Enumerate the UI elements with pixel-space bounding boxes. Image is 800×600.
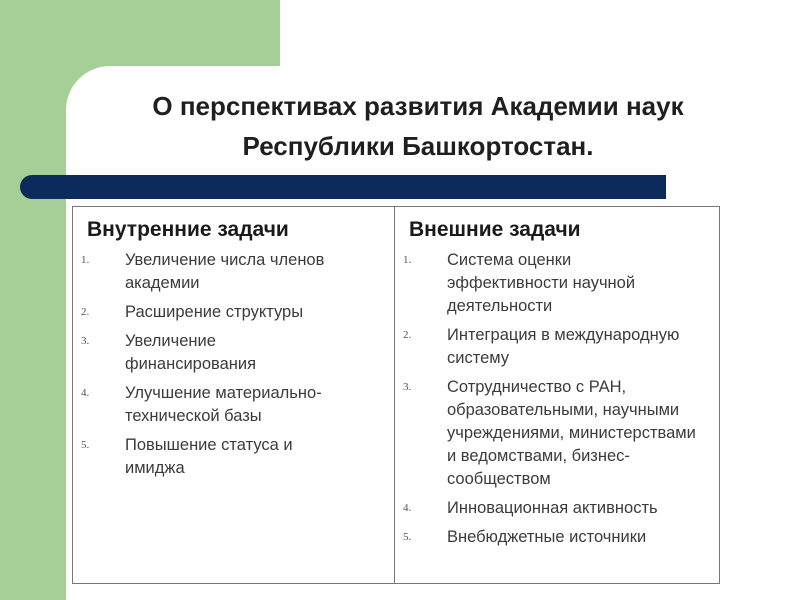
- tasks-table: [72, 206, 720, 584]
- navy-divider-bar: [20, 175, 666, 199]
- item-text: Сотрудничество с РАН, образовательными, научными учреждениями, министерствами и ведомствами, бизнес-сообществом: [447, 378, 696, 488]
- internal-tasks-heading: Внутренние задачи: [87, 218, 289, 241]
- list-item: [79, 301, 386, 324]
- item-number: 3.: [81, 335, 90, 347]
- external-tasks-column: [395, 207, 719, 583]
- item-text: Улучшение материально-технической базы: [125, 384, 322, 425]
- item-number: 5.: [403, 531, 412, 543]
- internal-tasks-list: [79, 249, 386, 480]
- list-item: [401, 526, 711, 549]
- item-text: Интеграция в международную систему: [447, 326, 680, 367]
- item-text: Увеличение финансирования: [125, 332, 257, 373]
- external-tasks-heading: Внешние задачи: [409, 218, 581, 241]
- item-number: 5.: [81, 439, 90, 451]
- item-number: 1.: [403, 254, 412, 266]
- item-number: 2.: [403, 329, 412, 341]
- item-text: Внебюджетные источники: [447, 528, 647, 546]
- item-text: Система оценки эффективности научной деятельности: [447, 251, 636, 315]
- list-item: [79, 382, 386, 428]
- item-number: 4.: [81, 387, 90, 399]
- list-item: [79, 330, 386, 376]
- item-text: Инновационная активность: [447, 499, 658, 517]
- list-item: [79, 249, 386, 295]
- item-number: 1.: [81, 254, 90, 266]
- list-item: [401, 497, 711, 520]
- list-item: [401, 324, 711, 370]
- list-item: [79, 434, 386, 480]
- title-line-1: О перспективах развития Академии наук: [152, 91, 684, 121]
- external-tasks-list: [401, 249, 711, 549]
- title-line-2: Республики Башкортостан.: [242, 131, 594, 161]
- list-item: [401, 249, 711, 318]
- item-number: 4.: [403, 502, 412, 514]
- item-text: Повышение статуса и имиджа: [125, 436, 293, 477]
- list-item: [401, 376, 711, 491]
- item-text: Расширение структуры: [125, 303, 304, 321]
- item-number: 3.: [403, 381, 412, 393]
- slide-title: [66, 86, 770, 166]
- item-text: Увеличение числа членов академии: [125, 251, 325, 292]
- item-number: 2.: [81, 306, 90, 318]
- internal-tasks-column: [73, 207, 395, 583]
